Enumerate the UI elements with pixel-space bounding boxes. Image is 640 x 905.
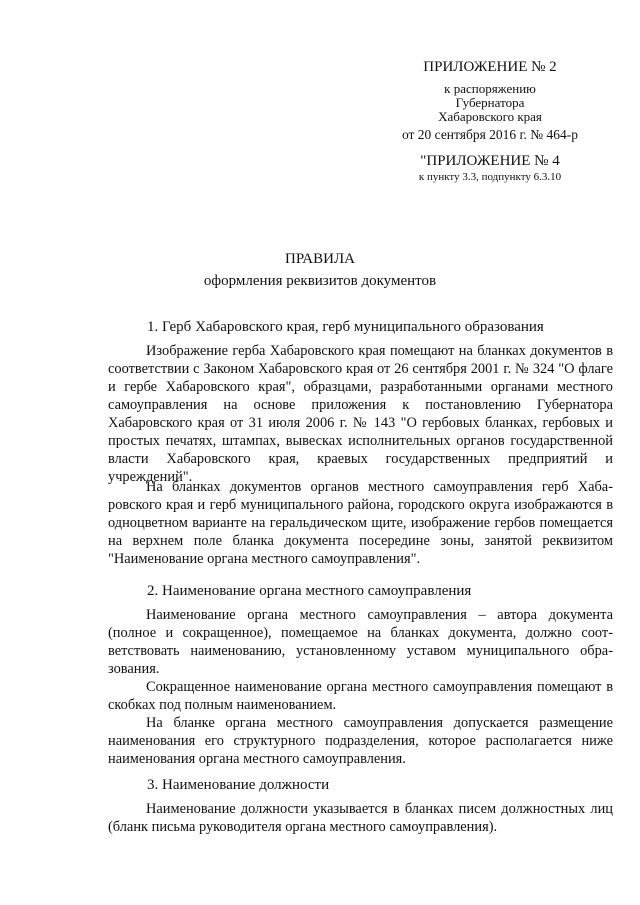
section-2-heading: 2. Наименование органа местного самоуправления <box>147 583 472 599</box>
point-reference: к пункту 3.3, подпункту 6.3.10 <box>418 171 562 183</box>
section-1-paragraph-1: Изображение герба Хабаровского края помещают на бланках документов в соответствии с Законом Хабаровского края от 26 сентября 2001 г. № 324 "О флаге и гербе Хабаровского края", образцами, разработанными органами местного самоуправления на основе приложения к постановлению Губернатора Хабаровского края от 31 июля 2006 г. № 143 "О гербовых бланках, гербовых и простых печатях, штампах, вывесках исполнительных органов государственной власти Хабаровского края, краевых государственных предприятий и учреждений". <box>108 343 613 485</box>
section-2-paragraph-1: Наименование органа местного самоуправления – автора документа (полное и сокращенное), помещаемое на бланках документа, должно соответствовать наименованию, установленному уставом муниципального образования. <box>108 607 613 677</box>
appendix-title: ПРИЛОЖЕНИЕ № 2 <box>423 59 557 75</box>
appendix-line-1: к распоряжению <box>444 81 536 96</box>
section-2-paragraph-2: Сокращенное наименование органа местного самоуправления помещают в скобках под полным наименованием. <box>108 679 613 713</box>
appendix-line-2: Губернатора <box>455 95 525 110</box>
quoted-appendix-title: "ПРИЛОЖЕНИЕ № 4 <box>420 153 560 169</box>
appendix-header <box>360 58 620 143</box>
appendix-date: от 20 сентября 2016 г. № 464-р <box>401 127 579 142</box>
section-3-paragraph-1: Наименование должности указывается в бланках писем должностных лиц (бланк письма руководителя органа местного самоуправления). <box>108 801 613 835</box>
quoted-appendix-header <box>360 152 620 184</box>
section-2-paragraph-3: На бланке органа местного самоуправления допускается размещение наименования его структурного подразделения, которое располагается ниже наименования органа местного самоуправления. <box>108 715 613 767</box>
section-3-heading: 3. Наименование должности <box>147 777 330 793</box>
document-subtitle: оформления реквизитов документов <box>203 273 437 289</box>
section-1-heading: 1. Герб Хабаровского края, герб муниципального образования <box>147 319 544 335</box>
document-title: ПРАВИЛА <box>285 251 355 267</box>
section-1-paragraph-2: На бланках документов органов местного самоуправления герб Хабаровского края и герб муниципального района, городского округа изображаются в одноцветном варианте на геральдическом щите, изображение гербов помещается на верхнем поле бланка документа посередине зоны, занятой реквизитом "Наименование органа местного самоуправления". <box>108 479 613 567</box>
appendix-line-3: Хабаровского края <box>438 109 542 124</box>
